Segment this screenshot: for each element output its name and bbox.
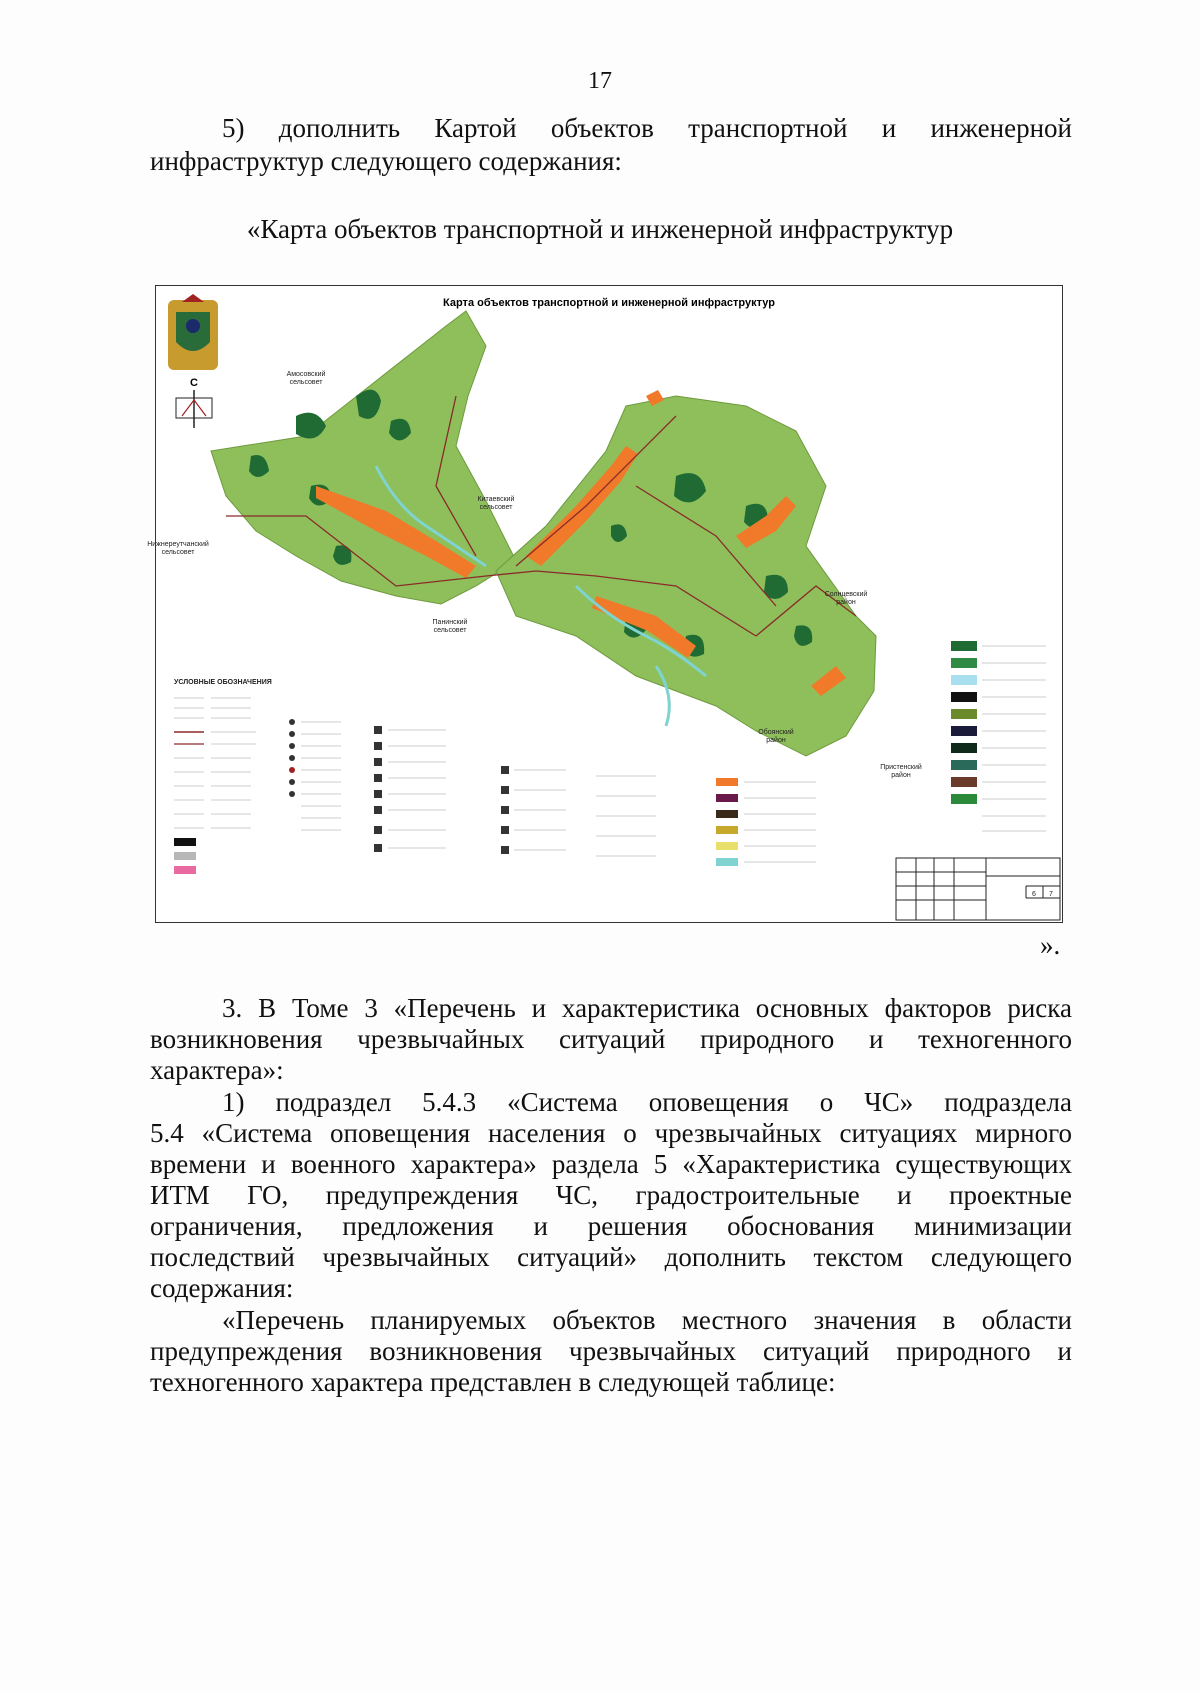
- legend-icons-col2: [289, 719, 295, 797]
- legend-swatch-black: [174, 838, 196, 846]
- sub1-line6: последствий чрезвычайных ситуаций» дополнить текстом следующего: [150, 1242, 1072, 1272]
- map-stamp: [896, 858, 1060, 920]
- label-pristensky-1: Пристенский: [880, 764, 922, 771]
- label-amosovsky-2: сельсовет: [289, 379, 323, 386]
- item5-line1: 5) дополнить Картой объектов транспортной и инженерной: [222, 113, 1072, 143]
- page-number: 17: [588, 68, 612, 94]
- label-solntsevsky-1: Солнцевский: [824, 591, 868, 598]
- label-kitaevsky-2: сельсовет: [479, 504, 513, 511]
- coat-of-arms-icon: [168, 294, 218, 370]
- legend-icons-col3: [374, 726, 382, 852]
- legend-zones-lines: [744, 782, 816, 862]
- section3-line1: 3. В Томе 3 «Перечень и характеристика основных факторов риска: [222, 993, 1072, 1023]
- quote-line2: предупреждения возникновения чрезвычайных ситуаций природного и: [150, 1336, 1072, 1366]
- sub1-line5: ограничения, предложения и решения обоснования минимизации: [150, 1211, 1072, 1241]
- legend-lines-col3: [388, 730, 446, 848]
- label-nizhnereut-2: сельсовет: [161, 549, 195, 556]
- sub1-line2: 5.4 «Система оповещения населения о чрезвычайных ситуациях мирного: [150, 1118, 1072, 1148]
- legend-swatch-grey: [174, 852, 196, 860]
- legend-heading: УСЛОВНЫЕ ОБОЗНАЧЕНИЯ: [174, 679, 272, 686]
- stamp-sheet-right: 7: [1049, 891, 1053, 898]
- section3-line2: возникновения чрезвычайных ситуаций природного и техногенного: [150, 1024, 1072, 1054]
- map-region-east: [496, 396, 876, 756]
- legend-right: [951, 641, 977, 804]
- legend-right-lines: [982, 646, 1046, 831]
- label-oboyansky-1: Обоянский: [758, 729, 794, 736]
- legend-lines-col2: [301, 722, 341, 830]
- sub1-line7: содержания:: [150, 1273, 294, 1303]
- map-title: Карта объектов транспортной и инженерной инфраструктур: [443, 297, 775, 309]
- legend-bottom: [174, 698, 256, 828]
- legend-icons-col4: [501, 766, 509, 854]
- legend-lines-col5: [596, 776, 656, 856]
- label-nizhnereut-1: Нижнереутчанский: [147, 541, 209, 548]
- sub1-line3: времени и военного характера» раздела 5 «Характеристика существующих: [150, 1149, 1072, 1179]
- sub1-line1: 1) подраздел 5.4.3 «Система оповещения о ЧС» подраздела: [222, 1087, 1072, 1117]
- map-svg: [147, 286, 1062, 922]
- legend-swatch-pink: [174, 866, 196, 874]
- stamp-sheet-left: 6: [1032, 891, 1036, 898]
- label-panino-1: Панинский: [432, 619, 468, 626]
- infrastructure-map: [147, 285, 1063, 923]
- label-amosovsky-1: Амосовский: [286, 371, 326, 378]
- label-pristensky-2: район: [891, 772, 911, 779]
- quote-line1: «Перечень планируемых объектов местного значения в области: [222, 1305, 1072, 1335]
- legend-lines-col4: [514, 770, 566, 850]
- label-panino-2: сельсовет: [433, 627, 467, 634]
- quote-line3: техногенного характера представлен в следующей таблице:: [150, 1367, 836, 1397]
- label-solntsevsky-2: район: [836, 599, 856, 606]
- section3-line3: характера»:: [150, 1055, 284, 1085]
- map-caption: «Карта объектов транспортной и инженерной инфраструктур: [246, 214, 954, 244]
- label-oboyansky-2: район: [766, 737, 786, 744]
- closing-quote: ».: [1040, 930, 1061, 960]
- item5-line2: инфраструктур следующего содержания:: [150, 146, 622, 176]
- compass-letter: С: [190, 377, 198, 389]
- legend-zones: [716, 778, 738, 866]
- compass-icon: [176, 377, 212, 428]
- label-kitaevsky-1: Китаевский: [477, 496, 515, 503]
- sub1-line4: ИТМ ГО, предупреждения ЧС, градостроительные и проектные: [150, 1180, 1072, 1210]
